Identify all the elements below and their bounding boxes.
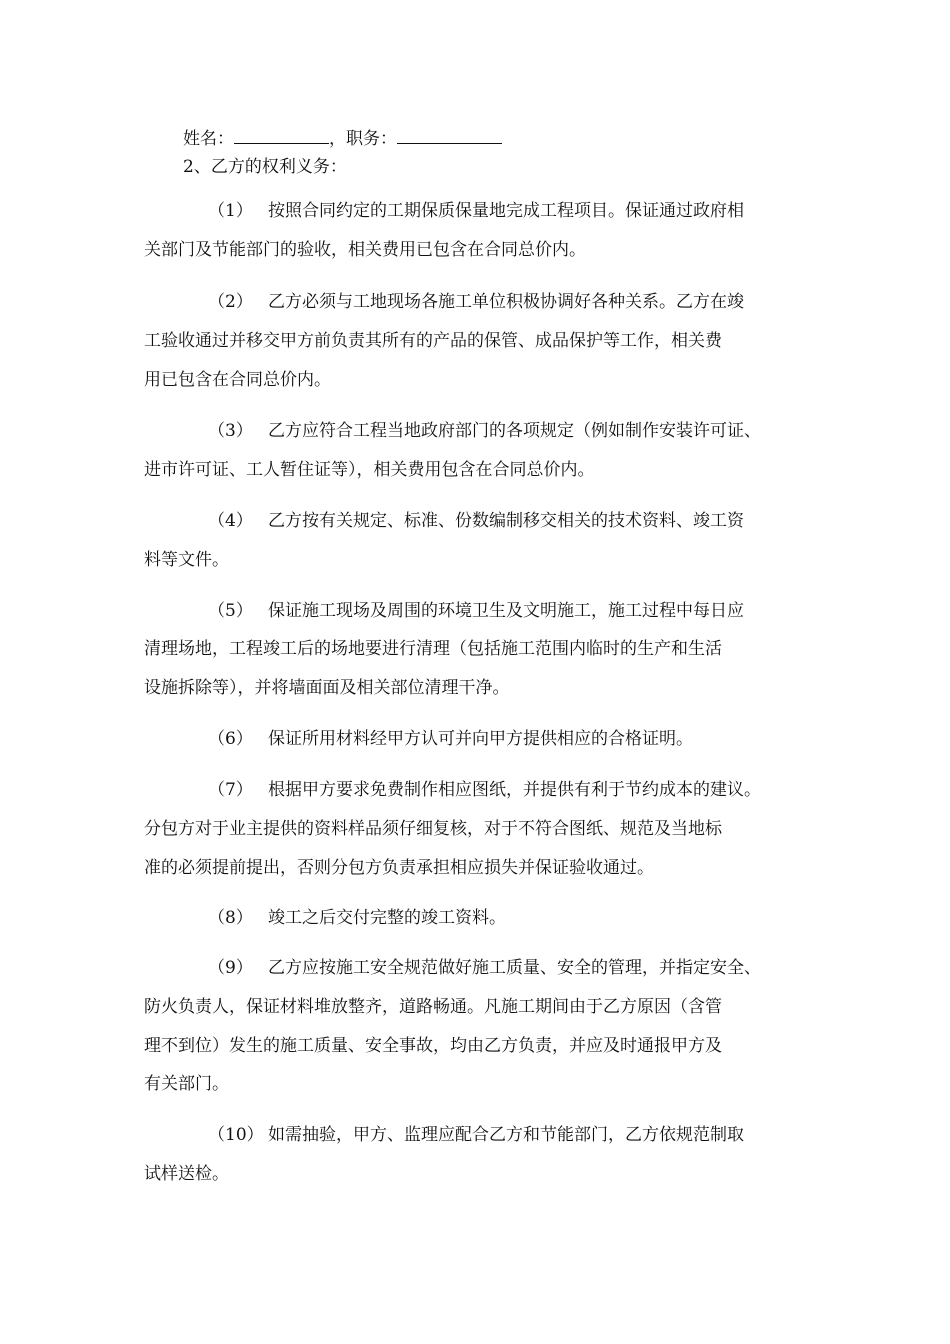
item-6-line-1 [144,728,898,750]
item-10-number: （10） [208,1125,264,1145]
item-9-text: 乙方应按施工安全规范做好施工质量、安全的管理，并指定安全、 [268,958,761,978]
item-3-line-1 [144,420,898,442]
item-5-text: 保证施工现场及周围的环境卫生及文明施工，施工过程中每日应 [268,601,744,621]
item-1-line-1 [144,200,898,222]
item-9-line-2: 防火负责人，保证材料堆放整齐，道路畅通。凡施工期间由于乙方原因（含管 [144,997,722,1017]
item-9-line-1 [144,957,898,979]
item-1-line-2: 关部门及节能部门的验收，相关费用已包含在合同总价内。 [144,240,586,260]
item-4-text: 乙方按有关规定、标准、份数编制移交相关的技术资料、竣工资 [268,511,744,531]
item-3-number: （3） [208,421,253,441]
item-5-number: （5） [208,601,253,621]
item-7-text: 根据甲方要求免费制作相应图纸，并提供有利于节约成本的建议。 [268,780,761,800]
item-2-line-3: 用已包含在合同总价内。 [144,370,331,390]
item-2-number: （2） [208,292,253,312]
item-10-line-1 [144,1124,898,1146]
position-label: ，职务： [329,129,397,149]
item-7-line-2: 分包方对于业主提供的资料样品须仔细复核，对于不符合图纸、规范及当地标 [144,819,722,839]
item-3-line-2: 进市许可证、工人暂住证等），相关费用包含在合同总价内。 [144,460,595,480]
item-7-line-3: 准的必须提前提出，否则分包方负责承担相应损失并保证验收通过。 [144,858,654,878]
item-4-number: （4） [208,511,253,531]
section-title: 2、乙方的权利义务： [183,157,347,177]
item-5-line-2: 清理场地，工程竣工后的场地要进行清理（包括施工范围内临时的生产和生活 [144,639,722,659]
position-blank [397,129,502,144]
item-10-line-2: 试样送检。 [144,1164,229,1184]
item-5-line-1 [144,600,898,622]
item-4-line-2: 料等文件。 [144,550,229,570]
item-7-number: （7） [208,780,253,800]
item-4-line-1 [144,510,898,532]
name-blank [234,129,329,144]
item-1-text: 按照合同约定的工期保质保量地完成工程项目。保证通过政府相 [268,201,744,221]
item-8-number: （8） [208,908,253,928]
item-7-line-1 [144,779,898,801]
item-2-line-1 [144,291,898,313]
item-9-line-4: 有关部门。 [144,1074,229,1094]
item-9-line-3: 理不到位）发生的施工质量、安全事故，均由乙方负责，并应及时通报甲方及 [144,1036,722,1056]
item-2-text: 乙方必须与工地现场各施工单位积极协调好各种关系。乙方在竣 [268,292,744,312]
item-1-number: （1） [208,201,253,221]
item-6-number: （6） [208,729,253,749]
item-8-text: 竣工之后交付完整的竣工资料。 [268,908,506,928]
item-5-line-3: 设施拆除等），并将墙面面及相关部位清理干净。 [144,678,510,698]
item-6-text: 保证所用材料经甲方认可并向甲方提供相应的合格证明。 [268,729,693,749]
item-10-text: 如需抽验，甲方、监理应配合乙方和节能部门，乙方依规范制取 [268,1125,744,1145]
name-label: 姓名： [183,129,234,149]
signature-line [183,128,873,150]
item-9-number: （9） [208,958,253,978]
item-8-line-1 [144,907,898,929]
item-2-line-2: 工验收通过并移交甲方前负责其所有的产品的保管、成品保护等工作，相关费 [144,331,722,351]
item-3-text: 乙方应符合工程当地政府部门的各项规定（例如制作安装许可证、 [268,421,761,441]
